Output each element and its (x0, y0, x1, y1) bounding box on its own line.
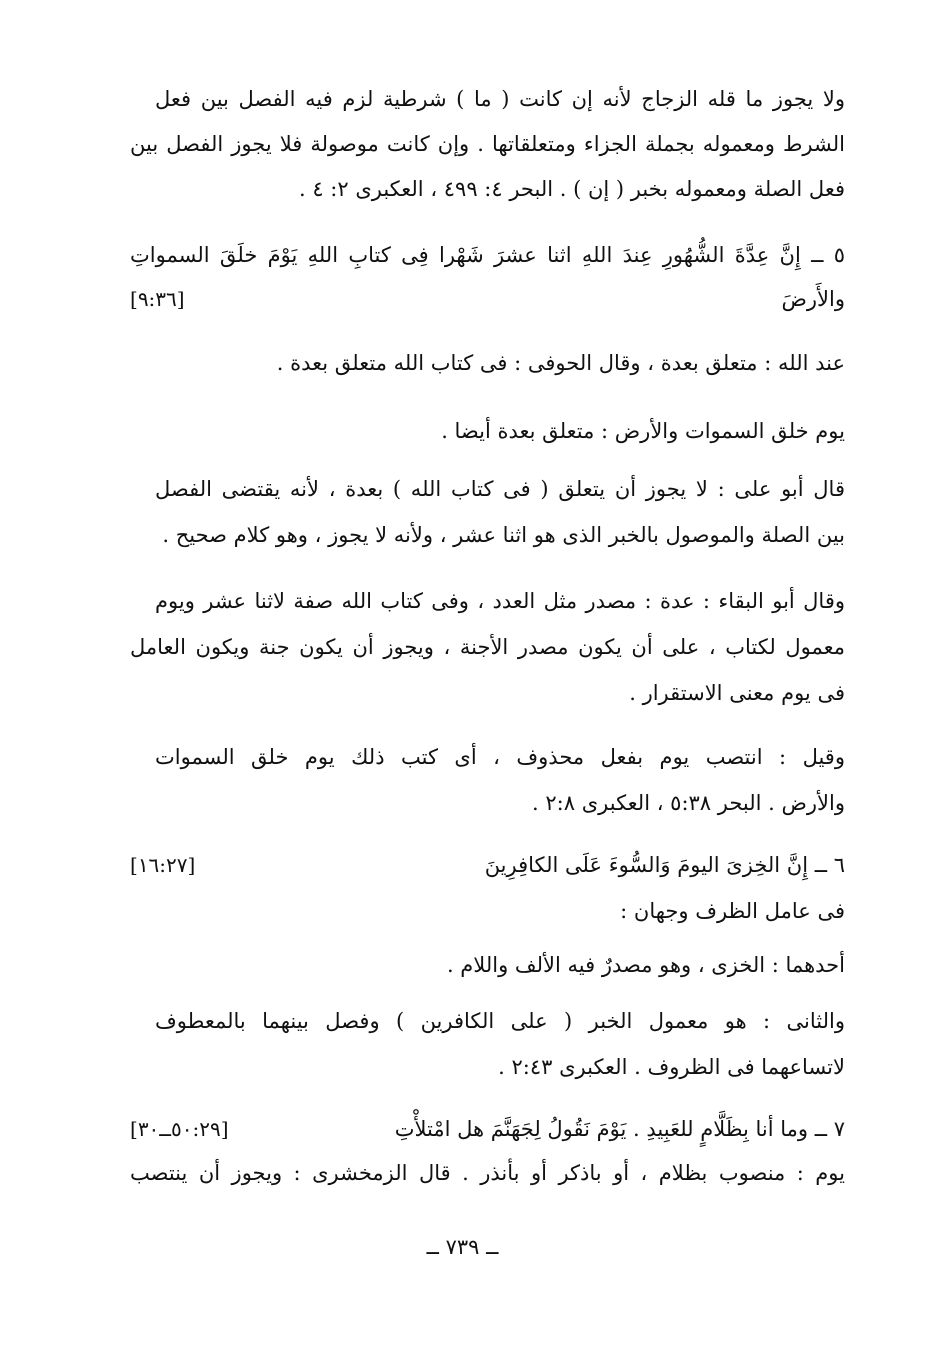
text-line: والثانى : هو معمول الخبر ( على الكافرين ) وفصل بينهما بالمعطوف (155, 1009, 845, 1033)
verse-reference: [٥٠:٢٩ــ٣٠] (130, 1117, 229, 1141)
text-line: فى عامل الظرف وجهان : (620, 899, 845, 923)
text-line: وقال أبو البقاء : عدة : مصدر مثل العدد ، وفى كتاب الله صفة لاثنا عشر ويوم (155, 589, 845, 613)
text-line: والأرض . البحر ٥:٣٨ ، العكبرى ٢:٨ . (532, 791, 845, 815)
text-line: معمول لكتاب ، على أن يكون مصدر الأجنة ، ويجوز أن يكون جنة ويكون العامل (130, 635, 845, 659)
text-line: فعل الصلة ومعموله بخبر ( إن ) . البحر ٤: ٤٩٩ ، العكبرى ٢: ٤ . (298, 177, 845, 201)
verse-line: ٦ ــ إِنَّ الخِزىَ اليومَ وَالسُّوءَ عَلَى الكافِرِينَ (484, 853, 845, 877)
text-line: لاتساعهما فى الظروف . العكبرى ٢:٤٣ . (498, 1055, 845, 1079)
text-line: يوم خلق السموات والأرض : متعلق بعدة أيضا . (441, 419, 845, 443)
text-line: فى يوم معنى الاستقرار . (629, 681, 845, 705)
text-line: الشرط ومعموله بجملة الجزاء ومتعلقاتها . وإن كانت موصولة فلا يجوز الفصل بين (130, 132, 845, 156)
text-line: أحدهما : الخزى ، وهو مصدرٌ فيه الألف واللام . (446, 953, 845, 977)
text-line: وقيل : انتصب يوم بفعل محذوف ، أى كتب ذلك يوم خلق السموات (155, 745, 845, 769)
verse-line: والأَرضَ (781, 287, 845, 311)
verse-line: ٧ ــ وما أنا بِظَلَّامٍ للعَبِيدِ . يَوْمَ نَقُولُ لِجَهَنَّمَ هل امْتلأْتِ (394, 1117, 845, 1141)
page-number: ــ ٧٣٩ ــ (426, 1235, 499, 1259)
verse-reference: [٩:٣٦] (130, 287, 185, 311)
text-line: عند الله : متعلق بعدة ، وقال الحوفى : فى كتاب الله متعلق بعدة . (276, 351, 845, 375)
verse-reference: [١٦:٢٧] (130, 853, 196, 877)
text-line: يوم : منصوب بظلام ، أو باذكر أو بأنذر . قال الزمخشرى : ويجوز أن ينتصب (130, 1161, 845, 1185)
text-line: ولا يجوز ما قله الزجاج لأنه إن كانت ( ما ) شرطية لزم فيه الفصل بين فعل (155, 87, 845, 111)
verse-line: ٥ ــ إِنَّ عِدَّةَ الشُّهُورِ عِندَ اللهِ اثنا عشرَ شَهْرا فِى كتابِ اللهِ يَوْمَ خلَقَ السمواتِ (130, 243, 845, 267)
text-line: بين الصلة والموصول بالخبر الذى هو اثنا عشر ، ولأنه لا يجوز ، وهو كلام صحيح . (162, 523, 845, 547)
text-line: قال أبو على : لا يجوز أن يتعلق ( فى كتاب الله ) بعدة ، لأنه يقتضى الفصل (155, 477, 845, 501)
